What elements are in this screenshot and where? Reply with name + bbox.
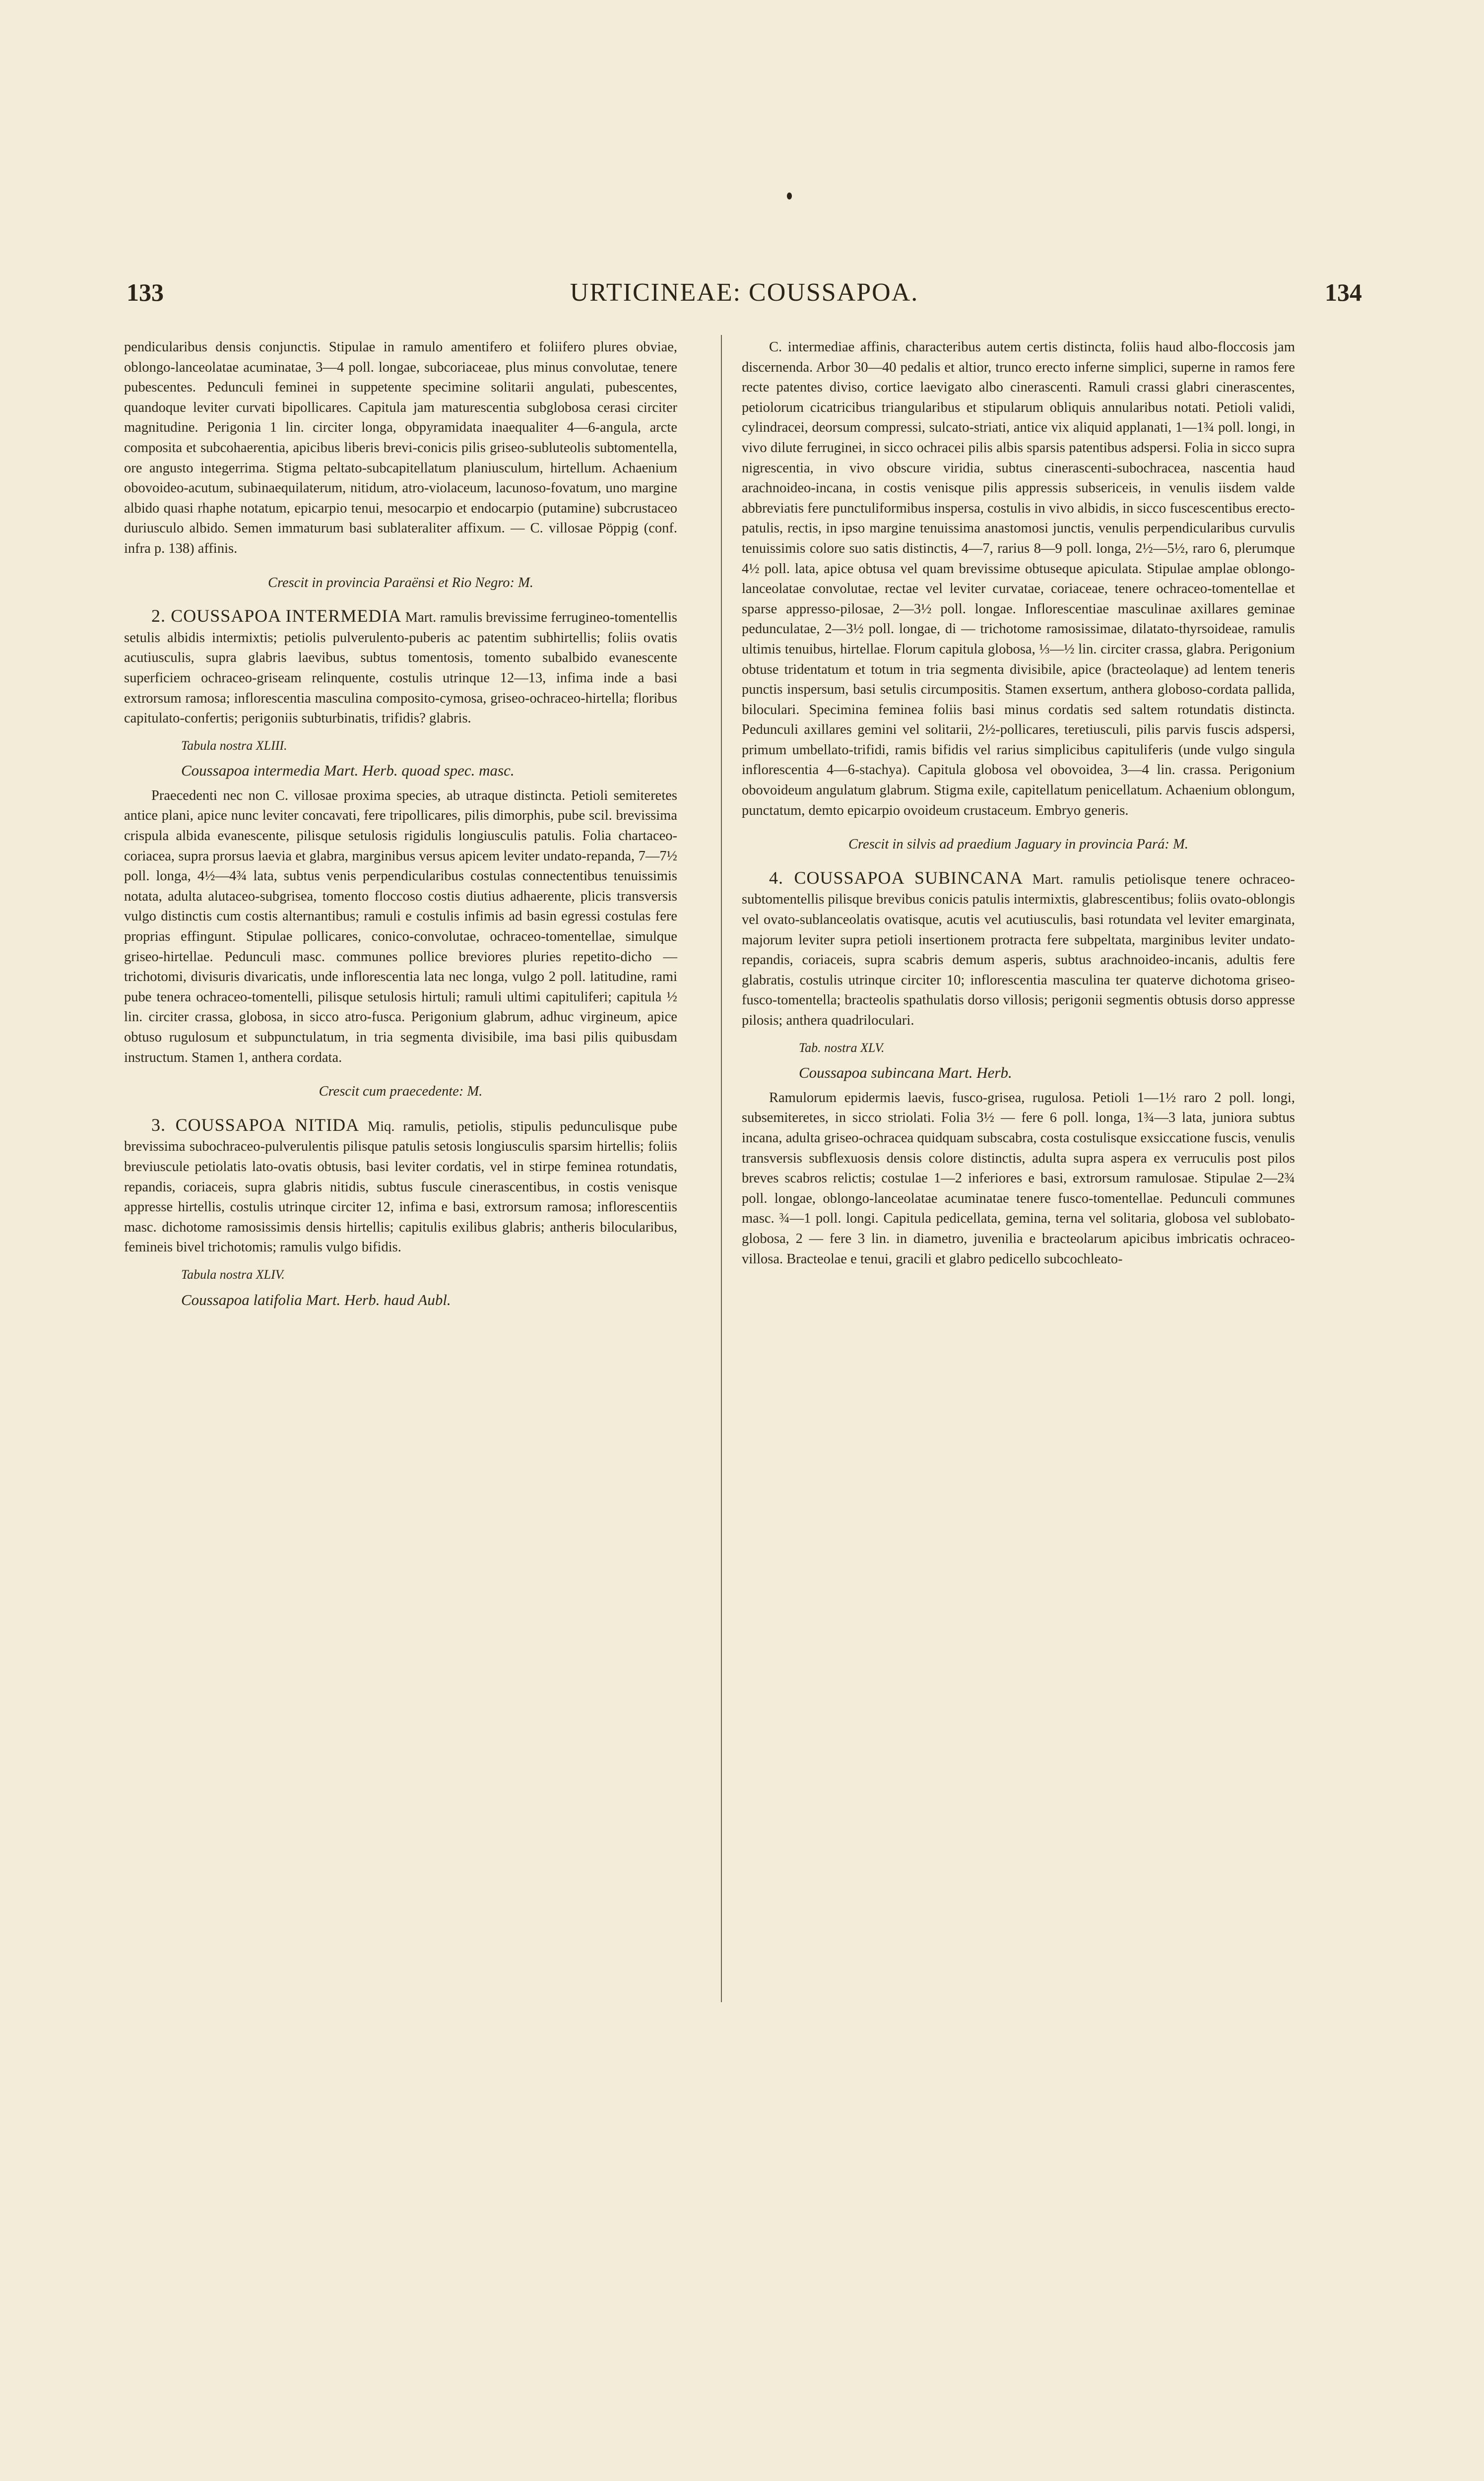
paragraph: pendicularibus densis conjunctis. Stipulae in ramulo amentifero et foliifero plures obviae, oblongo-lanceolatae acuminatae, 3—4 poll. longae, subcoriaceae, plus minus convolutae, tenere pubescentes. Pedunculi feminei in suppetente specimine solitarii angulati, pubescentes, quandoque leviter curvati bipollicares. Capitula jam maturescentia subglobosa cerasi circiter magnitudine. Perigonia 1 lin. circiter longa, obpyramidata inaequaliter 4—6-angula, arcte composita et subcohaerentia, apicibus liberis brevi-conicis pilis griseo-subluteolis subtomentella, ore angusto integerrima. Stigma peltato-subcapitellatum planiusculum, hirtellum. Achaenium obovoideo-acutum, subinaequilaterum, nitidum, atro-violaceum, lacunoso-fovatum, uno margine albido quasi rhaphe notatum, epicarpio tenui, mesocarpio et endocarpio (putamine) subcrustaceo duriusculo albido. Semen immaturum basi sublateraliter affixum. — C. villosae Pöppig (conf. infra p. 138) affinis. <box>124 339 677 556</box>
paragraph: Ramulorum epidermis laevis, fusco-grisea, rugulosa. Petioli 1—1½ raro 2 poll. longi, subsemiteretes, in sicco striolati. Folia 3½ — fere 6 poll. longa, 1¾—3 lata, juniora subtus incana, adulta griseo-ochracea quidquam subscabra, costa costulisque exsiccatione fuscis, venulis transversis subflexuosis densis colore distinctis, adulta supra aspera ex verruculis post pilos breves scabros relictis; costulae 1—2 inferiores e basi, extrorsum ramulosae. Stipulae 2—2¾ poll. longae, oblongo-lanceolatae acuminatae tenere fusco-tomentellae. Pedunculi communes masc. ¾—1 poll. longi. Capitula pedicellata, gemina, terna vel solitaria, globosa vel sublobato-globosa, 2 — fere 3 lin. in diametro, juvenilia e bracteolarum apicibus imbricatis ochraceo-villosa. Bracteolae e tenui, gracili et glabro pedicello subcochleato- <box>742 1090 1295 1267</box>
running-header <box>127 278 1362 318</box>
ink-mark <box>787 193 792 199</box>
species-diagnosis: ramulis brevissime ferrugineo-tomentellis setulis albidis intermixtis; petiolis pulverulento-puberis ac patentim subhirtellis; foliis ovatis acutiusculis, supra glabris laevibus, subtus tomentosis, tomento subalbido evanescente superficiem ochraceo-griseam relinquente, costulis utrinque 12—13, infima inde a basi extrorsum ramosa; inflorescentia masculina composito-cymosa, griseo-ochraceo-hirtella; floribus capitulato-confertis; perigoniis subturbinatis, trifidis? glabris. <box>124 610 677 726</box>
plate-reference: Tabula nostra XLIII. <box>181 738 287 753</box>
species-entry <box>124 606 677 729</box>
species-title: 3. COUSSAPOA NITIDA <box>151 1114 360 1135</box>
paragraph: Praecedenti nec non C. villosae proxima species, ab utraque distincta. Petioli semiteretes antice plani, apice nunc leviter concavati, fere tripollicares, pilis dimorphis, pube scil. brevissima crispula albida evanescente, pilisque setulosis rigidulis longiusculis patulis. Folia chartaceo-coriacea, supra prorsus laevia et glabra, marginibus versus apicem leviter undato-repanda, 7—7½ poll. longa, 4½—4¾ lata, subtus venis perpendicularibus costulas connectentibus tenuissimis notata, adulta alutaceo-subgrisea, tomento floccoso costis diutius adhaerente, plicis transversis vulgo distinctis cum costis alternantibus; ramuli e costulis infimis ad basin egressi costulas fere proprias effingunt. Stipulae pollicares, conico-convolutae, ochraceo-tomentellae, simulque griseo-hirtellae. Pedunculi masc. communes pollice breviores pluries repetito-dicho — trichotomi, divisuris divaricatis, unde inflorescentia lata nec longa, vulgo 2 poll. latitudine, rami pube tenera ochraceo-tomentelli, pilisque setulosis hirtuli; ramuli ultimi capituliferi; capitula ½ lin. circiter crassa, globosa, in sicco atro-fusca. Perigonium glabrum, adhuc virgineum, apice obtuso rugulosum et subpunctulatum, in tria segmenta divisibile, ima basi pilis quibusdam instructum. Stamen 1, anthera cordata. <box>124 787 677 1065</box>
left-column <box>124 337 677 1315</box>
page-number-right: 134 <box>1325 278 1362 306</box>
synonym: Coussapoa intermedia Mart. Herb. quoad spec. masc. <box>181 762 515 780</box>
plate-reference: Tab. nostra XLV. <box>799 1040 885 1055</box>
species-title: 4. COUSSAPOA SUBINCANA <box>769 867 1024 888</box>
species-authority: Mart. <box>405 610 437 626</box>
paragraph: C. intermediae affinis, characteribus autem certis distincta, foliis haud albo-floccosis jam discernenda. Arbor 30—40 pedalis et altior, trunco erecto inferne simplici, superne in ramos fere recte patentes diviso, cortice laevigato albo cinerascenti. Ramuli crassi glabri cinerascentes, petiolorum cicatricibus triangularibus et stipularum obliquis annularibus notati. Petioli validi, cylindracei, deorsum compressi, sulcato-striati, antice vix aliquid applanati, 1—1¾ poll. longi, in vivo dilute ferruginei, in sicco ochracei pilis albis sparsis patentibus adspersi. Folia in sicco supra nigrescentia, in vivo obscure viridia, subtus cinerascenti-subochracea, nascentia haud arachnoideo-incana, in costis venisque pilis appressis subsericeis, in venulis iisdem valde abbreviatis fere punctuliformibus inspersa, costulis in vivo albidis, in sicco fuscescentibus erecto-patulis, rectis, in ipso margine tenuissima anastomosi junctis, venulis perpendicularibus curvulis tenuissimis colore suo satis distinctis, 4—7, rarius 8—9 poll. longa, 2½—5½, raro 6, plerumque 4½ poll. lata, apice obtusa vel quam brevissime obtuseque apiculata. Stipulae amplae oblongo-lanceolatae convolutae, rectae vel leviter curvatae, coriaceae, tenere ochraceo-tomentellae et sparse appresso-pilosae, 2—3½ poll. longae. Inflorescentiae masculinae axillares geminae pedunculatae, 2—3½ poll. longae, di — trichotome ramosissimae, dilatato-thyrsoideae, ramulis ultimis tenuibus, hirtellae. Florum capitula globosa, ⅓—½ lin. circiter crassa, glabra. Perigonium obtuse tridentatum et totum in tria segmenta divisibile, apice (bracteolaque) ad lentem teneris punctis inspersum, basi setulis circumpositis. Stamen exsertum, anthera globoso-cordata pallida, biloculari. Specimina feminea foliis basi minus cordatis sed saltem rotundatis distincta. Pedunculi axillares gemini vel solitarii, 2½-pollicares, teretiusculi, pilis parvis fuscis adspersi, primum umbellato-trifidi, ramis bifidis vel rarius simplicibus capituliferis (unde vulgo singula inflorescentia 4—6-stachya). Capitula globosa vel obovoidea, 3—4 lin. crassa. Perigonium obovoideum angulatum glabrum. Stigma exile, capitellatum penicellatum. Achaenium oblongum, punctatum, demto epicarpio ovoideum crustaceum. Embryo generis. <box>742 339 1295 818</box>
running-title: URTICINEAE: COUSSAPOA. <box>570 278 919 307</box>
page-number-left: 133 <box>127 278 164 306</box>
species-diagnosis: ramulis, petiolis, stipulis pedunculisque pube brevissima subochraceo-pulverulentis pilisque patulis setosis longiusculis sparsim hirtellis; foliis breviuscule petiolatis lato-ovatis obtusis, basi leviter cordatis, vel in stirpe feminea rotundatis, repandis, coriaceis, supra glabris nitidis, subtus fuscule cinerascentibus, in costis venisque appresse hirtellis, costulis utrinque circiter 12, infima e basi, extrorsum ramosa; inflorescentiis masc. dichotome ramosissimis densis hirtellis; capitulis exilibus glabris; antheris bilocularibus, femineis bivel trichotomis; ramulis vulgo bifidis. <box>124 1118 678 1255</box>
species-title: 2. COUSSAPOA INTERMEDIA <box>151 606 402 626</box>
species-authority: Miq. <box>367 1118 395 1134</box>
locality-note: Crescit in provincia Paraënsi et Rio Negro: M. <box>267 575 534 590</box>
species-entry <box>742 868 1295 1031</box>
plate-reference: Tabula nostra XLIV. <box>181 1267 285 1282</box>
species-authority: Mart. <box>1032 871 1064 887</box>
column-divider <box>721 335 722 2002</box>
right-column <box>742 337 1295 1269</box>
synonym: Coussapoa latifolia Mart. Herb. haud Aubl. <box>181 1291 451 1308</box>
species-diagnosis: ramulis petiolisque tenere ochraceo-subtomentellis pilisque brevibus conicis patulis intermixtis, glabrescentibus; foliis ovato-oblongis vel ovato-sublanceolatis ovatisque, acutis vel acutiusculis, basi rotundata vel leviter emarginata, majorum leviter supra petioli insertionem protracta fere subpeltata, marginibus leviter undato-repandis, coriaceis, supra scabris demum asperis, subtus arachnoideo-incanis, adultis fere glabratis, costulis utrinque circiter 10; inflorescentia masculina ter quaterve dichotoma griseo-fusco-tomentella; bracteolis spathulatis dorso villosis; perigonii segmentis obtusis dorso appresse pilosis; anthera quadriloculari. <box>742 871 1295 1028</box>
locality-note: Crescit cum praecedente: M. <box>319 1084 483 1100</box>
synonym: Coussapoa subincana Mart. Herb. <box>799 1064 1012 1082</box>
species-entry <box>124 1115 677 1258</box>
locality-note: Crescit in silvis ad praedium Jaguary in provincia Pará: M. <box>848 837 1188 852</box>
